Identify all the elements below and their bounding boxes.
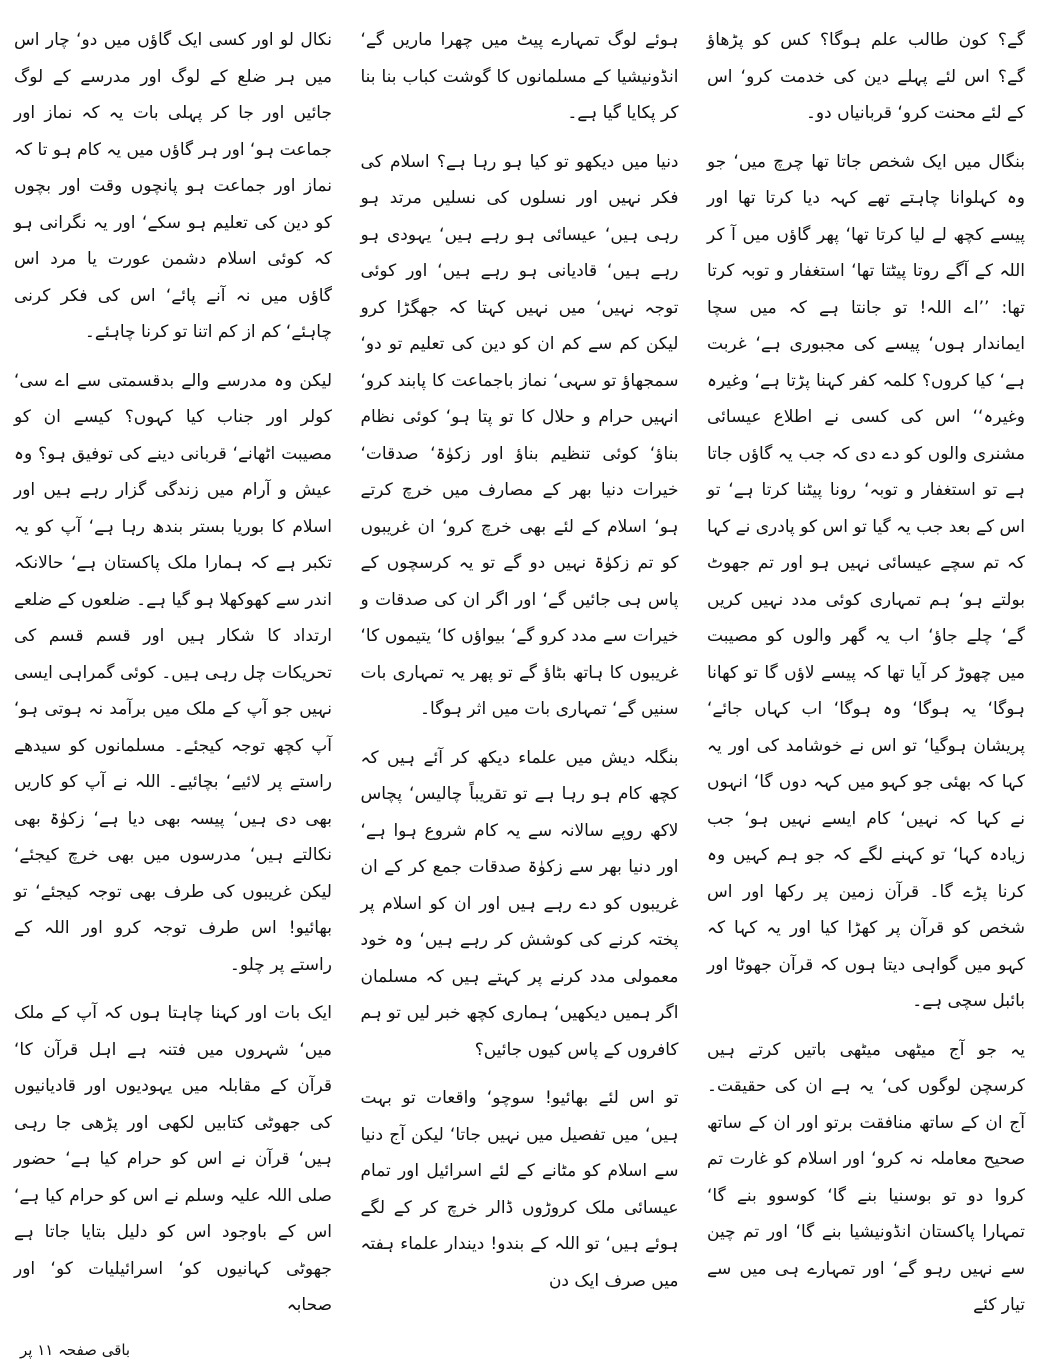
paragraph: بنگلہ دیش میں علماء دیکھ کر آئے ہیں کہ کچھ کام ہو رہا ہے تو تقریباً چالیس‘ پچاس لاکھ روپے سالانہ سے یہ کام شروع ہوا ہے‘ اور دنیا بھر سے زکوٰۃ صدقات جمع کر کے ان غریبوں کو دے رہے ہیں اور ان کو اسلام پر پختہ کرنے کی کوشش کر رہے ہیں‘ وہ خود معمولی مدد کرنے پر کہتے ہیں کہ مسلمان اگر ہمیں دیکھیں‘ ہماری کچھ خبر لیں تو ہم کافروں کے پاس کیوں جائیں؟ xyxy=(360,747,679,1060)
column-left xyxy=(14,22,332,1324)
continued-note: باقی صفحہ ۱۱ پر xyxy=(20,1341,131,1359)
paragraph: لیکن وہ مدرسے والے بدقسمتی سے اے سی‘ کولر اور جناب کیا کہوں؟ کیسے ان کو مصیبت اٹھانے‘ قربانی دینے کی توفیق ہو؟ وہ عیش و آرام میں زندگی گزار رہے ہیں اور اسلام کا بوریا بستر بندھ رہا ہے‘ آپ کو یہ تکبر ہے کہ ہمارا ملک پاکستان ہے‘ حالانکہ اندر سے کھوکھلا ہو گیا ہے۔ ضلعوں کے ضلعے ارتداد کا شکار ہیں اور قسم قسم کی تحریکات چل رہی ہیں۔ کوئی گمراہی ایسی نہیں جو آپ کے ملک میں برآمد نہ ہوتی ہو‘ آپ کچھ توجہ کیجئے۔ مسلمانوں کو سیدھے راستے پر لائیے‘ بچائیے۔ اللہ نے آپ کو کاریں بھی دی ہیں‘ پیسہ بھی دیا ہے‘ زکوٰۃ بھی نکالتے ہیں‘ مدرسوں میں بھی خرچ کیجئے‘ لیکن غریبوں کی طرف بھی توجہ کیجئے‘ تو بھائیو! اس طرف توجہ کرو اور اللہ کے راستے پر چلو۔ xyxy=(14,370,332,975)
paragraph: یہ جو آج میٹھی میٹھی باتیں کرتے ہیں کرسچن لوگوں کی‘ یہ ہے ان کی حقیقت۔ آج ان کے ساتھ منافقت برتو اور ان کے ساتھ صحیح معاملہ نہ کرو‘ اور اسلام کو غارت تم کروا دو تو بوسنیا بنے گا‘ کوسوو بنے گا‘ تمہارا پاکستان انڈونیشیا بنے گا‘ اور تم چین سے نہیں رہو گے‘ اور تمہارے ہی میں سے تیار کئے xyxy=(707,1039,1025,1315)
paragraph: دنیا میں دیکھو تو کیا ہو رہا ہے؟ اسلام کی فکر نہیں اور نسلوں کی نسلیں مرتد ہو رہی ہیں‘ عیسائی ہو رہے ہیں‘ یہودی ہو رہے ہیں‘ قادیانی ہو رہے ہیں‘ اور کوئی توجہ نہیں‘ میں نہیں کہتا کہ جھگڑا کرو لیکن کم سے کم ان کو دین کی تعلیم تو دو‘ سمجھاؤ تو سہی‘ نماز باجماعت کا پابند کرو‘ انہیں حرام و حلال کا تو پتا ہو‘ کوئی نظام بناؤ‘ کوئی تنظیم بناؤ اور زکوٰۃ‘ صدقات‘ خیرات دنیا بھر کے مصارف میں خرچ کرتے ہو‘ اسلام کے لئے بھی خرچ کرو‘ ان غریبوں کو تم زکوٰۃ نہیں دو گے تو یہ کرسچوں کے پاس ہی جائیں گے‘ اور اگر ان کی صدقات و خیرات سے مدد کرو گے‘ بیواؤں کا‘ یتیموں کا‘ غریبوں کا ہاتھ بٹاؤ گے تو پھر یہ تمہاری بات سنیں گے‘ تمہاری بات میں اثر ہوگا۔ xyxy=(360,151,679,719)
column-middle xyxy=(361,22,679,1324)
paragraph: بنگال میں ایک شخص جاتا تھا چرچ میں‘ جو وہ کہلوانا چاہتے تھے کہہ دیا کرتا تھا اور پیسے کچھ لے لیا کرتا تھا‘ پھر گاؤں میں آ کر اللہ کے آگے روتا پیٹتا تھا‘ استغفار و توبہ کرتا تھا: ’’اے اللہ! تو جانتا ہے کہ میں سچا ایماندار ہوں‘ پیسے کی مجبوری ہے‘ غربت ہے‘ کیا کروں؟ کلمہ کفر کہنا پڑتا ہے‘ وغیرہ وغیرہ‘‘ اس کی کسی نے اطلاع عیسائی مشنری والوں کو دے دی کہ جب یہ گاؤں جاتا ہے تو استغفار و توبہ‘ رونا پیٹنا کرتا ہے‘ تو اس کے بعد جب یہ گیا تو اس کو پادری نے کہا کہ تم سچے عیسائی نہیں ہو اور تم جھوٹ بولتے ہو‘ ہم تمہاری کوئی مدد نہیں کریں گے‘ چلے جاؤ‘ اب یہ گھر والوں کو مصیبت میں چھوڑ کر آیا تھا کہ پیسے لاؤں گا تو کھانا ہوگا‘ یہ ہوگا‘ وہ ہوگا‘ اب کہاں جائے‘ پریشان ہوگیا‘ تو اس نے خوشامد کی اور یہ کہا کہ بھئی جو کہو میں کہہ دوں گا‘ انہوں نے کہا کہ نہیں‘ کام ایسے نہیں ہو‘ جب زیادہ کہا‘ تو کہنے لگے کہ جو ہم کہیں وہ کرنا پڑے گا۔ قرآن زمین پر رکھا اور اس شخص کو قرآن پر کھڑا کیا اور یہ کہا کہ کہو میں گواہی دیتا ہوں کہ قرآن جھوٹا اور بائبل سچی ہے۔ xyxy=(707,151,1025,1011)
column-right xyxy=(707,22,1025,1324)
paragraph: گے؟ کون طالب علم ہوگا؟ کس کو پڑھاؤ گے؟ اس لئے پہلے دین کی خدمت کرو‘ اس کے لئے محنت کرو‘ قربانیاں دو۔ xyxy=(707,30,1025,123)
paragraph: نکال لو اور کسی ایک گاؤں میں دو‘ چار اس میں ہر ضلع کے لوگ اور مدرسے کے لوگ جائیں اور جا کر پہلی بات یہ کہ نماز اور جماعت ہو‘ اور ہر گاؤں میں یہ کام ہو تا کہ نماز اور جماعت ہو پانچوں وقت اور بچوں کو دین کی تعلیم ہو سکے‘ اور یہ نگرانی ہو کہ کوئی اسلام دشمن عورت یا مرد اس گاؤں میں نہ آنے پائے‘ اس کی فکر کرنی چاہئے‘ کم از کم اتنا تو کرنا چاہئے۔ xyxy=(14,30,332,342)
paragraph: ایک بات اور کہنا چاہتا ہوں کہ آپ کے ملک میں‘ شہروں میں فتنہ ہے اہل قرآن کا‘ قرآن کے مقابلہ میں یہودیوں اور قادیانیوں کی جھوٹی کتابیں لکھی اور پڑھی جا رہی ہیں‘ قرآن نے اس کو حرام کیا ہے‘ حضور صلی اللہ علیہ وسلم نے اس کو حرام کیا ہے‘ اس کے باوجود اس کو دلیل بتایا جاتا ہے جھوٹی کہانیوں کو‘ اسرائیلیات کو‘ اور صحابہ xyxy=(14,1003,332,1315)
text-columns xyxy=(14,22,1025,1324)
paragraph: ہوئے لوگ تمہارے پیٹ میں چھرا ماریں گے‘ انڈونیشیا کے مسلمانوں کا گوشت کباب بنا بنا کر پکایا گیا ہے۔ xyxy=(360,30,679,123)
paragraph: تو اس لئے بھائیو! سوچو‘ واقعات تو بہت ہیں‘ میں تفصیل میں نہیں جاتا‘ لیکن آج دنیا سے اسلام کو مٹانے کے لئے اسرائیل اور تمام عیسائی ملک کروڑوں ڈالر خرچ کر کے لگے ہوئے ہیں‘ تو اللہ کے بندو! دیندار علماء ہفتہ میں صرف ایک دن xyxy=(360,1088,679,1291)
